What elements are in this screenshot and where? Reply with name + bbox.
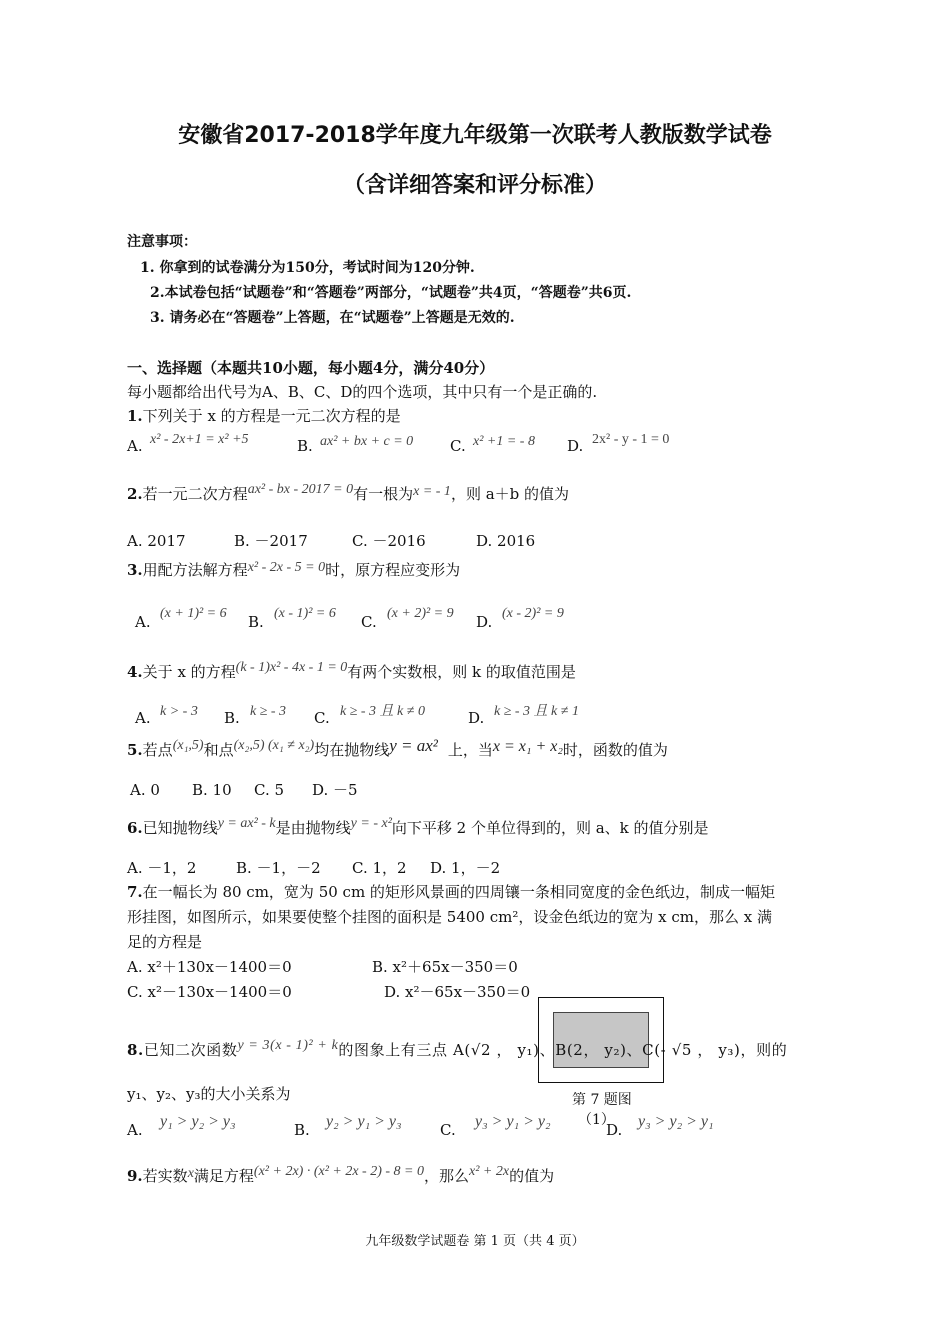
question-9: 9.若实数x满足方程(x² + 2x) · (x² + 2x - 2) - 8 = 0，那么x² + 2x的值为 xyxy=(127,1164,555,1185)
question-7-line2: 形挂图，如图所示，如果要使整个挂图的面积是 5400 cm²，设金色纸边的宽为 x cm，那么 x 满 xyxy=(127,908,772,926)
option-a-expr: y₁ > y₂ > y₃ xyxy=(160,1113,236,1130)
option-d: D. x²－65x－350＝0 xyxy=(384,983,531,1001)
option-a: A. xyxy=(127,437,143,455)
page-title: 安徽省2017-2018学年度九年级第一次联考人教版数学试卷 xyxy=(178,123,772,148)
option-d-expr: (x - 2)² = 9 xyxy=(502,606,564,621)
option-a: A. xyxy=(127,1121,143,1139)
option-d: D. 2016 xyxy=(476,532,536,550)
notice-item: 1. 你拿到的试卷满分为150分，考试时间为120分钟. xyxy=(140,260,475,276)
option-b-expr: ax² + bx + c = 0 xyxy=(320,434,414,449)
page-footer: 九年级数学试题卷 第 1 页（共 4 页） xyxy=(365,1234,585,1249)
option-b: B. x²＋65x－350＝0 xyxy=(372,958,518,976)
option-b: B. xyxy=(297,437,313,455)
question-1 xyxy=(127,406,401,426)
option-a: A. 2017 xyxy=(127,532,186,550)
option-d: D. xyxy=(476,613,493,631)
option-a: A. －1，2 xyxy=(127,859,197,877)
equation: (k - 1)x² - 4x - 1 = 0 xyxy=(235,660,348,675)
option-a: A. x²＋130x－1400＝0 xyxy=(127,958,292,976)
root: x = - 1 xyxy=(413,484,451,499)
option-a-expr: (x + 1)² = 6 xyxy=(160,606,227,621)
stray-mark: （1） xyxy=(578,1112,615,1128)
option-c-expr: x² +1 = - 8 xyxy=(473,434,535,449)
option-d-expr: k ≥ - 3 且 k ≠ 1 xyxy=(494,704,579,719)
question-8: 8.已知二次函数y = 3(x - 1)² + k的图象上有三点 A(√2 ， y₁)、B(2， y₂)、C(- √5 ， y₃)，则的 xyxy=(127,1038,788,1059)
question-3: 3.用配方法解方程x² - 2x - 5 = 0时，原方程应变形为 xyxy=(127,560,461,579)
option-a: A. xyxy=(135,709,151,727)
option-c-expr: (x + 2)² = 9 xyxy=(387,606,454,621)
option-d-expr: 2x² - y - 1 = 0 xyxy=(592,432,670,447)
option-b: B. －2017 xyxy=(234,532,308,550)
figure-caption: 第 7 题图 xyxy=(572,1092,632,1108)
option-d: D. xyxy=(606,1121,623,1139)
option-d: D. －5 xyxy=(312,781,358,799)
option-b: B. xyxy=(224,709,240,727)
option-a-expr: x² - 2x+1 = x² +5 xyxy=(150,432,249,447)
option-c: C. xyxy=(450,437,466,455)
question-number: 1. xyxy=(127,407,143,425)
option-a: A. 0 xyxy=(130,781,160,799)
notice-item: 2.本试卷包括“试题卷”和“答题卷”两部分，“试题卷”共4页，“答题卷”共6页. xyxy=(150,285,632,301)
option-c: C. xyxy=(440,1121,456,1139)
option-a-expr: k > - 3 xyxy=(160,704,198,719)
option-b: B. －1，－2 xyxy=(236,859,321,877)
option-b-expr: y₂ > y₁ > y₃ xyxy=(326,1113,402,1130)
question-5: 5.若点(x₁,5)和点(x₂,5) (x₁ ≠ x₂)均在抛物线y = ax² 上，当x = x₁ + x₂时，函数的值为 xyxy=(127,736,668,759)
page-subtitle: （含详细答案和评分标准） xyxy=(342,173,607,198)
option-d: D. 1，－2 xyxy=(430,859,501,877)
question-2: 2.若一元二次方程ax² - bx - 2017 = 0有一根为x = - 1，则 a＋b 的值为 xyxy=(127,482,570,503)
option-b: B. xyxy=(294,1121,310,1139)
notice-item: 3. 请务必在“答题卷”上答题，在“试题卷”上答题是无效的. xyxy=(150,310,515,326)
option-c: C. xyxy=(361,613,377,631)
question-8-line2: y₁、y₂、y₃的大小关系为 xyxy=(127,1085,291,1103)
section-heading: 一、选择题（本题共10小题，每小题4分，满分40分） xyxy=(127,359,495,377)
equation: ax² - bx - 2017 = 0 xyxy=(247,482,354,497)
option-c: C. 1，2 xyxy=(352,859,407,877)
question-text: 下列关于 x 的方程是一元二次方程的是 xyxy=(142,407,401,425)
option-b: B. 10 xyxy=(192,781,232,799)
option-a: A. xyxy=(135,613,151,631)
option-c: C. 5 xyxy=(254,781,285,799)
option-c: C. x²－130x－1400＝0 xyxy=(127,983,292,1001)
question-7-line3: 足的方程是 xyxy=(127,933,203,951)
option-c-expr: k ≥ - 3 且 k ≠ 0 xyxy=(340,704,425,719)
option-c: C. xyxy=(314,709,330,727)
option-d-expr: y₃ > y₂ > y₁ xyxy=(638,1113,714,1130)
equation: x² - 2x - 5 = 0 xyxy=(247,560,326,575)
option-b-expr: (x - 1)² = 6 xyxy=(274,606,336,621)
question-7: 7.在一幅长为 80 cm，宽为 50 cm 的矩形风景画的四周镶一条相同宽度的金色纸边，制成一幅矩 xyxy=(127,883,775,901)
option-d: D. xyxy=(468,709,485,727)
option-b: B. xyxy=(248,613,264,631)
notice-heading: 注意事项： xyxy=(127,234,197,250)
question-6: 6.已知抛物线y = ax² - k是由抛物线y = - x²向下平移 2 个单位得到的，则 a、k 的值分别是 xyxy=(127,816,709,837)
option-c: C. －2016 xyxy=(352,532,426,550)
option-b-expr: k ≥ - 3 xyxy=(250,704,287,719)
option-c-expr: y₃ > y₁ > y₂ xyxy=(475,1113,551,1130)
section-intro: 每小题都给出代号为A、B、C、D的四个选项，其中只有一个是正确的. xyxy=(127,383,598,401)
question-4: 4.关于 x 的方程(k - 1)x² - 4x - 1 = 0有两个实数根，则 k 的取值范围是 xyxy=(127,660,576,681)
option-d: D. xyxy=(567,437,584,455)
